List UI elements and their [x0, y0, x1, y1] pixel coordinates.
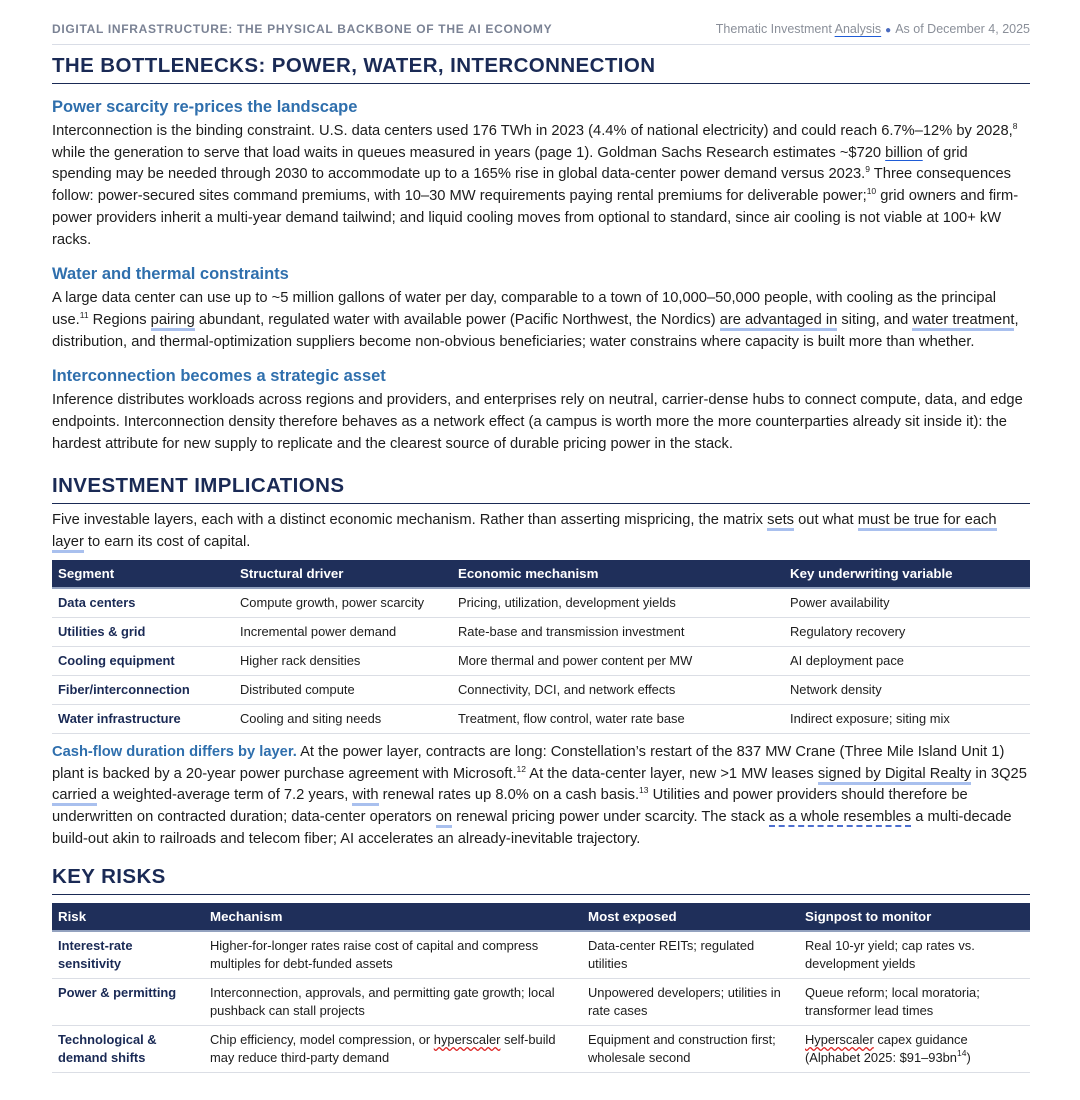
table-cell: Unpowered developers; utilities in rate cases [582, 979, 799, 1026]
footnote-ref[interactable]: 10 [866, 186, 877, 197]
subheading-power: Power scarcity re-prices the landscape [52, 98, 358, 116]
table-cell: Regulatory recovery [784, 617, 1030, 646]
table-cell: Hyperscaler capex guidance (Alphabet 2025: $\$91-93bn^{14}$) [799, 1026, 1030, 1073]
spellcheck-flagged-word[interactable]: Hyperscaler [805, 1032, 874, 1048]
highlighted-phrase: must be true for each layer [52, 512, 997, 553]
highlighted-phrase: with [352, 787, 378, 806]
table-row [52, 1026, 1030, 1073]
highlighted-phrase: are advantaged in [720, 312, 838, 331]
table-cell: Fiber/interconnection [52, 675, 234, 704]
column-header: Key underwriting variable [784, 560, 1030, 588]
column-header: Most exposed [582, 903, 799, 931]
spellcheck-flagged-word[interactable]: hyperscaler [433, 1032, 501, 1048]
table-cell: Higher-for-longer rates raise cost of capital and compress multiples for debt-funded assets [204, 931, 582, 979]
footnote-ref[interactable]: 11 [79, 309, 89, 320]
table-cell: Interconnection, approvals, and permitting gate growth; local pushback can stall projects [204, 979, 582, 1026]
paragraph-power: Interconnection is the binding constraint. U.S. data centers used 176 TWh in 2023 (4.4% of national electricity) and could reach 6.7%–12% by 2028,$^8$ while the generation to serve that load waits in queues measured in years (page 1). Goldman Sachs Research estimates ~$720 billion of grid spending may be needed through 2030 to accommodate up to a 165% rise in global data-center power demand versus 2023.$^9$ Three consequences follow: power-secured sites command premiums, with 10–30 MW requirements paying rental premiums for deliverable power;$^{10}$ grid owners and firm-power providers inherit a multi-year demand tailwind; and liquid cooling moves from optional to standard, since air cooling is not viable at 100+ kW racks. [52, 121, 1019, 248]
table-cell: More thermal and power content per MW [452, 646, 784, 675]
table-cell: Chip efficiency, model compression, or hyperscaler self-build may reduce third-party demand [204, 1026, 582, 1073]
footnote-ref[interactable]: 9 [865, 164, 870, 175]
table-cell: Indirect exposure; siting mix [784, 704, 1030, 733]
table-row [52, 704, 1030, 733]
report-meta [716, 22, 1030, 36]
bullet-dot-icon: ● [885, 25, 892, 36]
table-cell: Higher rack densities [234, 646, 452, 675]
highlighted-phrase: water treatment [912, 312, 1014, 331]
table-cell: Cooling equipment [52, 646, 234, 675]
table-row [52, 617, 1030, 646]
running-header [52, 18, 1030, 45]
table-cell: Network density [784, 675, 1030, 704]
subheading-water: Water and thermal constraints [52, 265, 289, 284]
table-cell: Data centers [52, 588, 234, 618]
footnote-ref[interactable]: 8 [1012, 121, 1018, 131]
table-header-row [52, 560, 1030, 588]
table-cell: Queue reform; local moratoria; transformer lead times [799, 979, 1030, 1026]
table-row [52, 675, 1030, 704]
table-row [52, 979, 1030, 1026]
table-row [52, 588, 1030, 618]
highlighted-phrase: sets [767, 512, 794, 531]
dashed-underline-phrase: as a whole resembles [769, 808, 912, 825]
table-header-row [52, 903, 1030, 931]
section-title-risks: KEY RISKS [52, 856, 1030, 895]
table-cell: Equipment and construction first; wholesale second [582, 1026, 799, 1073]
section-title-bottlenecks: THE BOTTLENECKS: POWER, WATER, INTERCONNECTION [52, 45, 1030, 84]
subheading-interconnection: Interconnection becomes a strategic asset [52, 367, 386, 386]
footnote-ref[interactable]: 14 [956, 1048, 967, 1059]
table-cell: Treatment, flow control, water rate base [452, 704, 784, 733]
implications-table [52, 560, 1030, 734]
table-cell: Cooling and siting needs [234, 704, 452, 733]
column-header: Mechanism [204, 903, 582, 931]
paragraph-interconnection: Inference distributes workloads across regions and providers, and enterprises rely on neutral, carrier-dense hubs to connect compute, data, and edge endpoints. Interconnection density therefore behaves as a network effect (a campus is worth more the more counterparties already sit inside it): the hardest attribute for new supply to replicate and the clearest source of durable pricing power in the stack. [52, 392, 1023, 452]
table-row [52, 646, 1030, 675]
paragraph-duration: Cash-flow duration differs by layer. At the power layer, contracts are long: Constellation’s restart of the 837 MW Crane (Three Mile Island Unit 1) plant is backed by a 20-year power purchase agreement with Microsoft.$^{12}$ At the data-center layer, new >1 MW leases signed by Digital Realty in 3Q25 carried a weighted-average term of 7.2 years, with renewal rates up 8.0% on a cash basis.$^{13}$ Utilities and power providers should therefore be underwritten on contracted duration; data-center operators on renewal pricing power under scarcity. The stack as a whole resembles a multi-decade build-out akin to railroads and telecom fiber; AI accelerates an already-inevitable trajectory. [52, 743, 1027, 847]
highlighted-phrase: pairing [151, 312, 195, 331]
table-cell: AI deployment pace [784, 646, 1030, 675]
paragraph-implications-intro: Five investable layers, each with a distinct economic mechanism. Rather than asserting mispricing, the matrix sets out what must be true for each layer to earn its cost of capital. [52, 510, 1030, 553]
table-cell: Distributed compute [234, 675, 452, 704]
underlined-word: billion [885, 144, 923, 161]
table-cell: Data-center REITs; regulated utilities [582, 931, 799, 979]
table-cell: Power & permitting [52, 979, 204, 1026]
table-cell: Technological & demand shifts [52, 1026, 204, 1073]
table-cell: Utilities & grid [52, 617, 234, 646]
report-date: As of December 4, 2025 [895, 22, 1030, 36]
table-cell: Power availability [784, 588, 1030, 618]
column-header: Risk [52, 903, 204, 931]
table-row [52, 931, 1030, 979]
table-cell: Pricing, utilization, development yields [452, 588, 784, 618]
table-cell: Interest-rate sensitivity [52, 931, 204, 979]
column-header: Segment [52, 560, 234, 588]
table-cell: Real 10-yr yield; cap rates vs. development yields [799, 931, 1030, 979]
report-type: Thematic Investment [715, 22, 832, 36]
risks-table [52, 903, 1030, 1073]
table-cell: Rate-base and transmission investment [452, 617, 784, 646]
table-cell: Connectivity, DCI, and network effects [452, 675, 784, 704]
footnote-ref[interactable]: 12 [516, 763, 526, 774]
table-cell: Water infrastructure [52, 704, 234, 733]
report-type-underlined: Analysis [834, 22, 882, 36]
column-header: Economic mechanism [452, 560, 784, 588]
callout-lead: Cash-flow duration differs by layer. [52, 743, 297, 760]
footnote-ref[interactable]: 13 [639, 785, 649, 796]
report-series-title: DIGITAL INFRASTRUCTURE: THE PHYSICAL BACKBONE OF THE AI ECONOMY [52, 22, 553, 36]
highlighted-phrase: signed by Digital Realty [818, 766, 971, 785]
section-title-implications: INVESTMENT IMPLICATIONS [52, 465, 1030, 504]
table-cell: Compute growth, power scarcity [234, 588, 452, 618]
column-header: Signpost to monitor [799, 903, 1030, 931]
table-cell: Incremental power demand [234, 617, 452, 646]
paragraph-water: A large data center can use up to ~5 million gallons of water per day, comparable to a town of 10,000–50,000 people, with cooling as the principal use.$^{11}$ Regions pairing abundant, regulated water with available power (Pacific Northwest, the Nordics) are advantaged in siting, and water treatment, distribution, and thermal-optimization suppliers become non-obvious beneficiaries; water constrains where capacity is built more than whether. [52, 290, 1019, 350]
column-header: Structural driver [234, 560, 452, 588]
highlighted-phrase: carried [52, 787, 97, 806]
highlighted-phrase: on [436, 809, 452, 828]
